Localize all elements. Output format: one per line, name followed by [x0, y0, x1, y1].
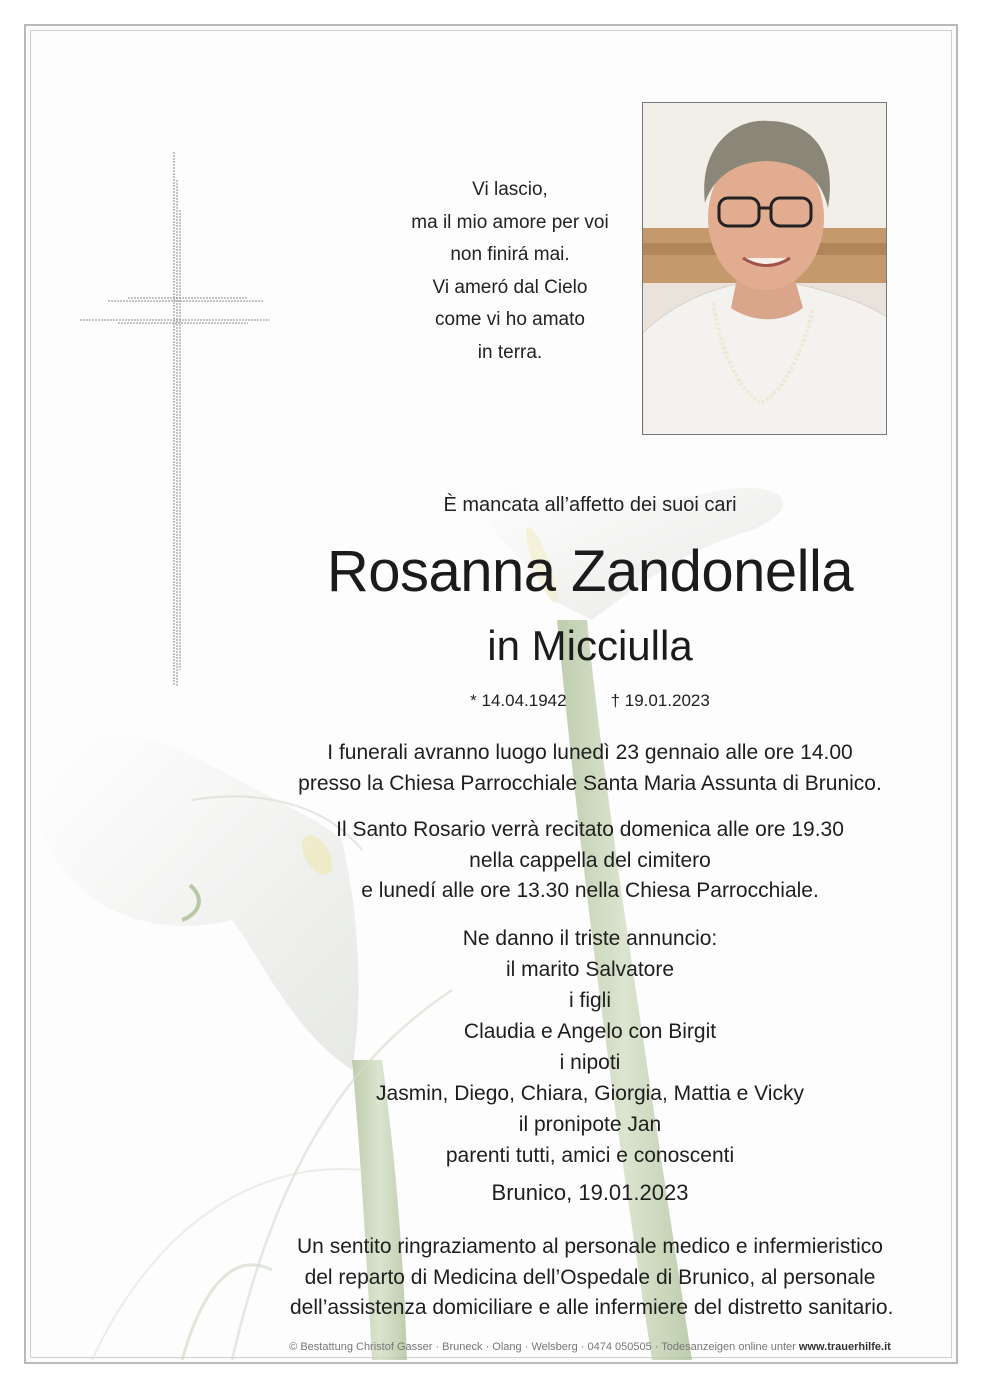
place-date: Brunico, 19.01.2023 [491, 1180, 689, 1205]
cross-icon [78, 150, 274, 690]
quote-line: Vi lascio, [472, 179, 548, 200]
quote-line: Vi ameró dal Cielo [432, 276, 588, 298]
family-line: il marito Salvatore [505, 958, 675, 981]
quote-line: ma il mio amore per voi [411, 211, 609, 233]
quote-line: non finirá mai. [450, 244, 570, 265]
family-announcement [290, 923, 890, 1171]
birth-date: * 14.04.1942 [470, 691, 567, 710]
footer-website-link[interactable]: www.trauerhilfe.it [798, 1341, 891, 1353]
funeral-line: I funerali avranno luogo lunedì 23 gennaio alle ore 14.00 [327, 741, 853, 764]
rosary-line: e lunedí alle ore 13.30 nella Chiesa Parrocchiale. [361, 879, 819, 902]
rosary-line: Il Santo Rosario verrà recitato domenica alle ore 19.30 [336, 818, 844, 841]
family-line: i nipoti [559, 1051, 621, 1074]
thanks-note [290, 1232, 894, 1324]
quote-line: come vi ho amato [435, 309, 585, 330]
portrait-photo [642, 102, 887, 435]
funeral-line: presso la Chiesa Parrocchiale Santa Maria Assunta di Brunico. [298, 771, 882, 795]
death-date: † 19.01.2023 [610, 691, 710, 710]
family-line: i figli [568, 989, 611, 1012]
married-name: in Micciulla [487, 622, 693, 669]
thanks-line: del reparto di Medicina dell’Ospedale di Brunico, al personale [304, 1265, 876, 1289]
thanks-line: dell’assistenza domiciliare e alle infermiere del distretto sanitario. [290, 1296, 894, 1319]
family-line: parenti tutti, amici e conoscenti [445, 1144, 735, 1167]
notice-intro: È mancata all’affetto dei suoi cari [443, 494, 737, 516]
life-dates [290, 691, 890, 711]
funeral-info [290, 738, 890, 799]
family-line: Ne danno il triste annuncio: [462, 927, 718, 950]
family-line: Jasmin, Diego, Chiara, Giorgia, Mattia e Vicky [376, 1082, 804, 1105]
deceased-name: Rosanna Zandonella [326, 539, 854, 604]
footer-credit [240, 1341, 940, 1353]
family-line: Claudia e Angelo con Birgit [463, 1020, 717, 1043]
thanks-line: Un sentito ringraziamento al personale medico e infermieristico [297, 1235, 883, 1258]
family-line: il pronipote Jan [518, 1113, 662, 1136]
footer-text: © Bestattung Christof Gasser · Bruneck · Olang · Welsberg · 0474 050505 · Todesanzeigen online unter [289, 1341, 796, 1353]
rosary-info [290, 815, 890, 907]
rosary-line: nella cappella del cimitero [469, 848, 711, 872]
quote-line: in terra. [477, 341, 543, 363]
